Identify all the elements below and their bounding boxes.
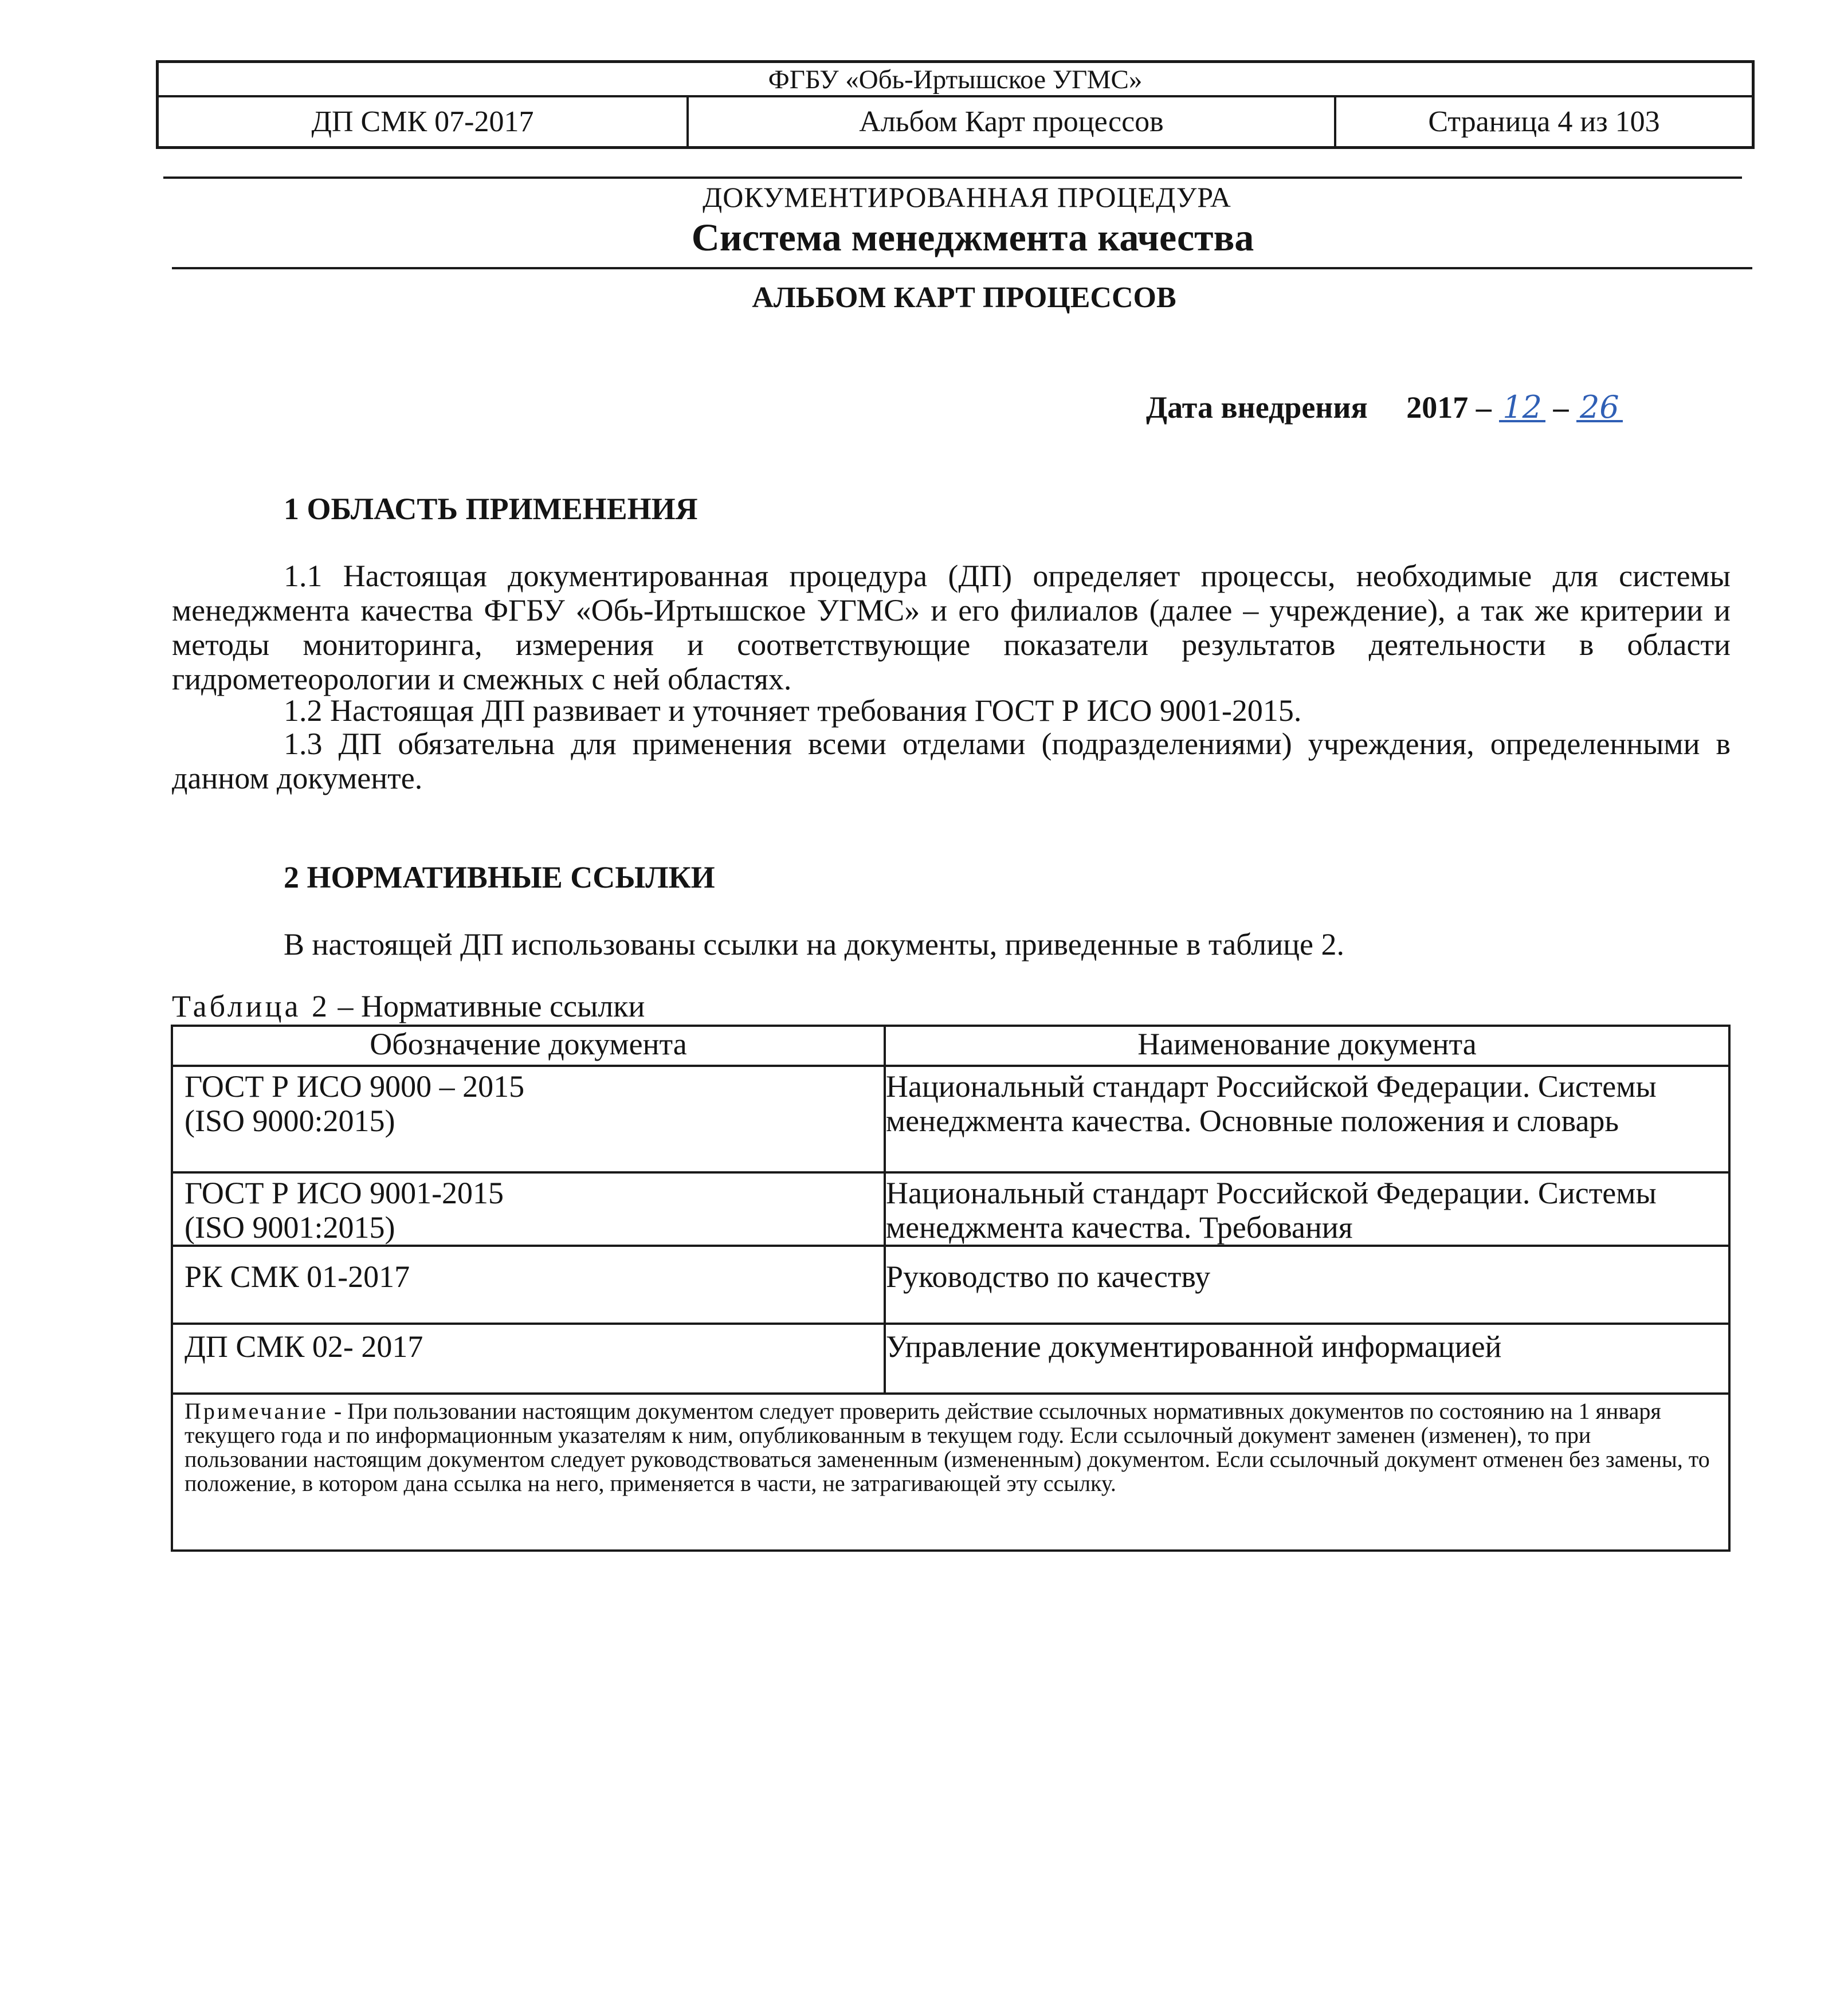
note-label: Примечание — [185, 1398, 328, 1424]
table-note-row — [172, 1394, 1729, 1551]
implementation-date — [1146, 390, 1623, 425]
section2-intro: В настоящей ДП использованы ссылки на документы, приведенные в таблице 2. — [284, 927, 1345, 962]
doc-designation — [172, 1172, 885, 1246]
doc-designation — [172, 1066, 885, 1172]
date-year: 2017 – — [1406, 390, 1492, 425]
header-doc-name: Альбом Карт процессов — [689, 97, 1336, 147]
doc-title: Руководство по качеству — [885, 1246, 1729, 1324]
column-header-designation: Обозначение документа — [172, 1026, 885, 1066]
doc-code-iso-line: (ISO 9000:2015) — [185, 1104, 395, 1138]
system-title: Система менеджмента качества — [691, 215, 1254, 259]
header-doc-code: ДП СМК 07-2017 — [159, 97, 689, 147]
doc-code-line: ГОСТ Р ИСО 9000 – 2015 — [185, 1069, 525, 1104]
doc-code-iso-line: (ISO 9001:2015) — [185, 1210, 395, 1245]
table-row — [172, 1324, 1729, 1394]
table-caption-number: Таблица 2 — [172, 989, 330, 1023]
header-page-number: Страница 4 из 103 — [1428, 105, 1660, 138]
section1-paragraph-3: 1.3 ДП обязательна для применения всеми отделами (подразделениями) учреждения, определенными в данном документе. — [172, 727, 1731, 795]
table-row — [172, 1066, 1729, 1172]
section1-paragraph-1: 1.1 Настоящая документированная процедура (ДП) определяет процессы, необходимые для системы менеджмента качества ФГБУ «Обь-Иртышское УГМС» и его филиалов (далее – учреждение), а так же критерии и методы мониторинга, измерения и соответствующие показатели результатов деятельности в области гидрометеорологии и смежных с ней областях. — [172, 559, 1731, 696]
doc-title: Национальный стандарт Российской Федерации. Системы менеджмента качества. Требования — [885, 1172, 1729, 1246]
table-note — [172, 1394, 1729, 1551]
section1-heading: 1 ОБЛАСТЬ ПРИМЕНЕНИЯ — [284, 492, 698, 526]
table-caption — [172, 988, 645, 1024]
table-caption-title: – Нормативные ссылки — [329, 989, 645, 1023]
album-title: АЛЬБОМ КАРТ ПРОЦЕССОВ — [752, 281, 1176, 314]
date-month-handwritten: 12 — [1499, 395, 1545, 422]
header-organization: ФГБУ «Обь-Иртышское УГМС» — [159, 63, 1752, 97]
header-table — [156, 60, 1755, 149]
note-text: - При пользовании настоящим документом следует проверить действие ссылочных нормативных документов по состоянию на 1 января текущего года и по информационным указателям к ним, опубликованным в текущем году. Если ссылочный документ заменен (изменен), то при пользовании настоящим документом следует руководствоваться замененным (измененным) документом. Если ссылочный документ отменен без замены, то положение, в котором дана ссылка на него, применяется в части, не затрагивающей эту ссылку. — [185, 1398, 1710, 1496]
normative-references-table — [171, 1025, 1731, 1552]
doc-title: Национальный стандарт Российской Федерации. Системы менеджмента качества. Основные положения и словарь — [885, 1066, 1729, 1172]
top-divider — [163, 176, 1742, 179]
doc-type-label: ДОКУМЕНТИРОВАННАЯ ПРОЦЕДУРА — [703, 181, 1231, 213]
date-label: Дата внедрения — [1146, 390, 1368, 425]
doc-title: Управление документированной информацией — [885, 1324, 1729, 1394]
column-header-name: Наименование документа — [885, 1026, 1729, 1066]
table-row — [172, 1172, 1729, 1246]
table-header-row — [172, 1026, 1729, 1066]
section2-heading: 2 НОРМАТИВНЫЕ ССЫЛКИ — [284, 860, 715, 894]
title-divider — [172, 267, 1752, 269]
header-row — [159, 97, 1752, 147]
date-day-handwritten: 26 — [1576, 395, 1623, 422]
doc-designation: РК СМК 01-2017 — [172, 1246, 885, 1324]
section1-paragraph-2: 1.2 Настоящая ДП развивает и уточняет требования ГОСТ Р ИСО 9001-2015. — [284, 693, 1302, 728]
doc-code-line: ГОСТ Р ИСО 9001-2015 — [185, 1176, 504, 1210]
table-row — [172, 1246, 1729, 1324]
date-separator: – — [1553, 390, 1569, 425]
doc-designation: ДП СМК 02- 2017 — [172, 1324, 885, 1394]
